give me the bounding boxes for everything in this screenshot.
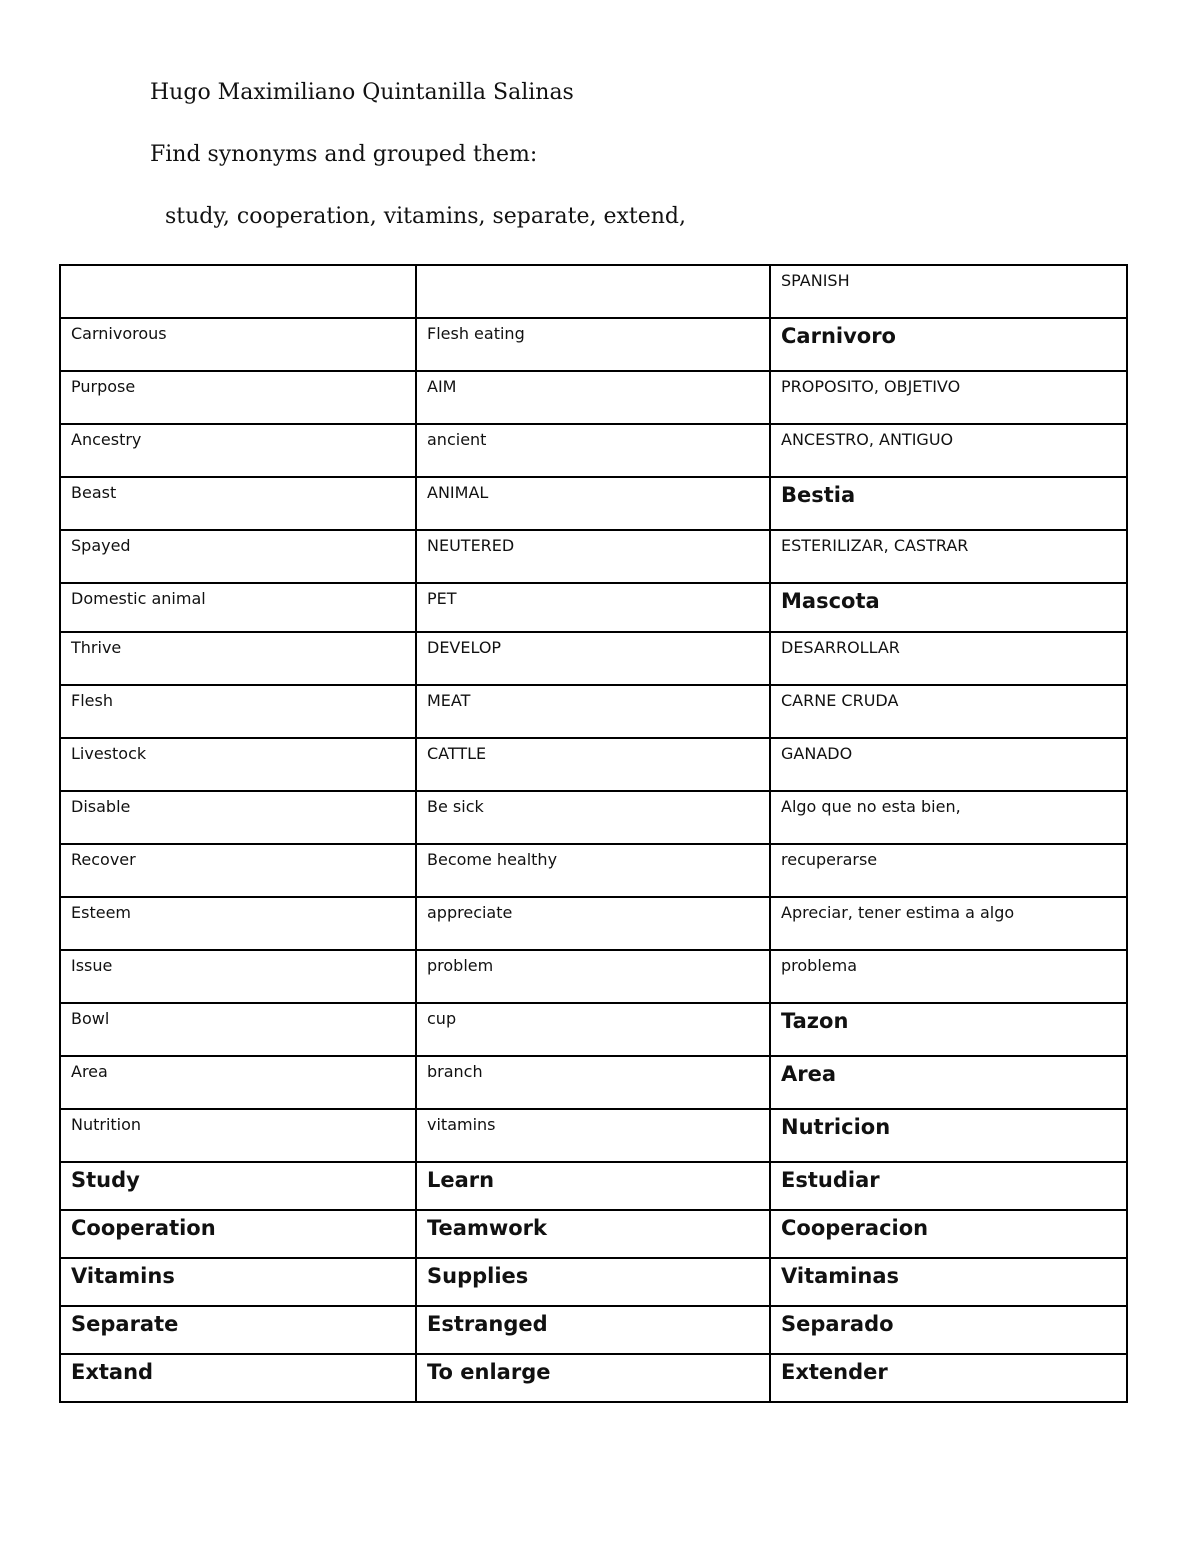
cell-spanish: Bestia — [770, 477, 1127, 530]
cell-word: Bowl — [60, 1003, 416, 1056]
cell-word: Issue — [60, 950, 416, 1003]
table-row — [60, 791, 1127, 844]
cell-word: Study — [60, 1162, 416, 1210]
cell-spanish: CARNE CRUDA — [770, 685, 1127, 738]
cell-word: Spayed — [60, 530, 416, 583]
table-row — [60, 1109, 1127, 1162]
header-cell-synonym — [416, 265, 770, 318]
cell-synonym: ANIMAL — [416, 477, 770, 530]
cell-spanish: ESTERILIZAR, CASTRAR — [770, 530, 1127, 583]
header-cell-english — [60, 265, 416, 318]
cell-synonym: Learn — [416, 1162, 770, 1210]
table-row — [60, 738, 1127, 791]
cell-spanish: Area — [770, 1056, 1127, 1109]
cell-synonym: MEAT — [416, 685, 770, 738]
table-row — [60, 1056, 1127, 1109]
cell-synonym: Be sick — [416, 791, 770, 844]
table-row — [60, 1210, 1127, 1258]
cell-spanish: Apreciar, tener estima a algo — [770, 897, 1127, 950]
cell-synonym: Supplies — [416, 1258, 770, 1306]
cell-synonym: To enlarge — [416, 1354, 770, 1402]
table-row — [60, 530, 1127, 583]
cell-word: Thrive — [60, 632, 416, 685]
cell-spanish: Cooperacion — [770, 1210, 1127, 1258]
cell-spanish: Algo que no esta bien, — [770, 791, 1127, 844]
table-row — [60, 632, 1127, 685]
table-row — [60, 1258, 1127, 1306]
synonyms-table — [59, 264, 1128, 1403]
table-row — [60, 1354, 1127, 1402]
cell-word: Domestic animal — [60, 583, 416, 632]
table-row — [60, 371, 1127, 424]
cell-synonym: PET — [416, 583, 770, 632]
cell-spanish: Separado — [770, 1306, 1127, 1354]
cell-spanish: recuperarse — [770, 844, 1127, 897]
cell-synonym: appreciate — [416, 897, 770, 950]
cell-spanish: Extender — [770, 1354, 1127, 1402]
table-row — [60, 950, 1127, 1003]
cell-word: Area — [60, 1056, 416, 1109]
cell-synonym: NEUTERED — [416, 530, 770, 583]
cell-synonym: problem — [416, 950, 770, 1003]
cell-synonym: Flesh eating — [416, 318, 770, 371]
table-row — [60, 685, 1127, 738]
table-row — [60, 844, 1127, 897]
cell-spanish: PROPOSITO, OBJETIVO — [770, 371, 1127, 424]
cell-synonym: AIM — [416, 371, 770, 424]
table-row — [60, 477, 1127, 530]
cell-word: Extand — [60, 1354, 416, 1402]
cell-spanish: Tazon — [770, 1003, 1127, 1056]
cell-word: Beast — [60, 477, 416, 530]
cell-synonym: branch — [416, 1056, 770, 1109]
cell-word: Ancestry — [60, 424, 416, 477]
table-row — [60, 1306, 1127, 1354]
cell-spanish: Vitaminas — [770, 1258, 1127, 1306]
instruction-text: Find synonyms and grouped them: — [150, 142, 538, 167]
header-cell-spanish: SPANISH — [770, 265, 1127, 318]
cell-synonym: Become healthy — [416, 844, 770, 897]
cell-synonym: ancient — [416, 424, 770, 477]
table-row — [60, 318, 1127, 371]
cell-word: Disable — [60, 791, 416, 844]
table-row — [60, 897, 1127, 950]
cell-spanish: problema — [770, 950, 1127, 1003]
cell-word: Flesh — [60, 685, 416, 738]
cell-spanish: Nutricion — [770, 1109, 1127, 1162]
synonyms-table-body — [60, 265, 1127, 1402]
cell-synonym: cup — [416, 1003, 770, 1056]
cell-spanish: DESARROLLAR — [770, 632, 1127, 685]
cell-word: Purpose — [60, 371, 416, 424]
cell-synonym: Teamwork — [416, 1210, 770, 1258]
author-name: Hugo Maximiliano Quintanilla Salinas — [150, 80, 574, 105]
cell-word: Cooperation — [60, 1210, 416, 1258]
word-list: study, cooperation, vitamins, separate, extend, — [165, 204, 686, 229]
table-row — [60, 1003, 1127, 1056]
cell-word: Nutrition — [60, 1109, 416, 1162]
cell-spanish: Mascota — [770, 583, 1127, 632]
table-row — [60, 583, 1127, 632]
cell-spanish: Estudiar — [770, 1162, 1127, 1210]
cell-word: Recover — [60, 844, 416, 897]
cell-spanish: GANADO — [770, 738, 1127, 791]
cell-word: Esteem — [60, 897, 416, 950]
table-row — [60, 424, 1127, 477]
cell-synonym: DEVELOP — [416, 632, 770, 685]
table-header-row — [60, 265, 1127, 318]
cell-word: Livestock — [60, 738, 416, 791]
table-row — [60, 1162, 1127, 1210]
cell-spanish: Carnivoro — [770, 318, 1127, 371]
cell-synonym: CATTLE — [416, 738, 770, 791]
cell-word: Vitamins — [60, 1258, 416, 1306]
cell-word: Separate — [60, 1306, 416, 1354]
cell-word: Carnivorous — [60, 318, 416, 371]
cell-synonym: Estranged — [416, 1306, 770, 1354]
cell-spanish: ANCESTRO, ANTIGUO — [770, 424, 1127, 477]
cell-synonym: vitamins — [416, 1109, 770, 1162]
